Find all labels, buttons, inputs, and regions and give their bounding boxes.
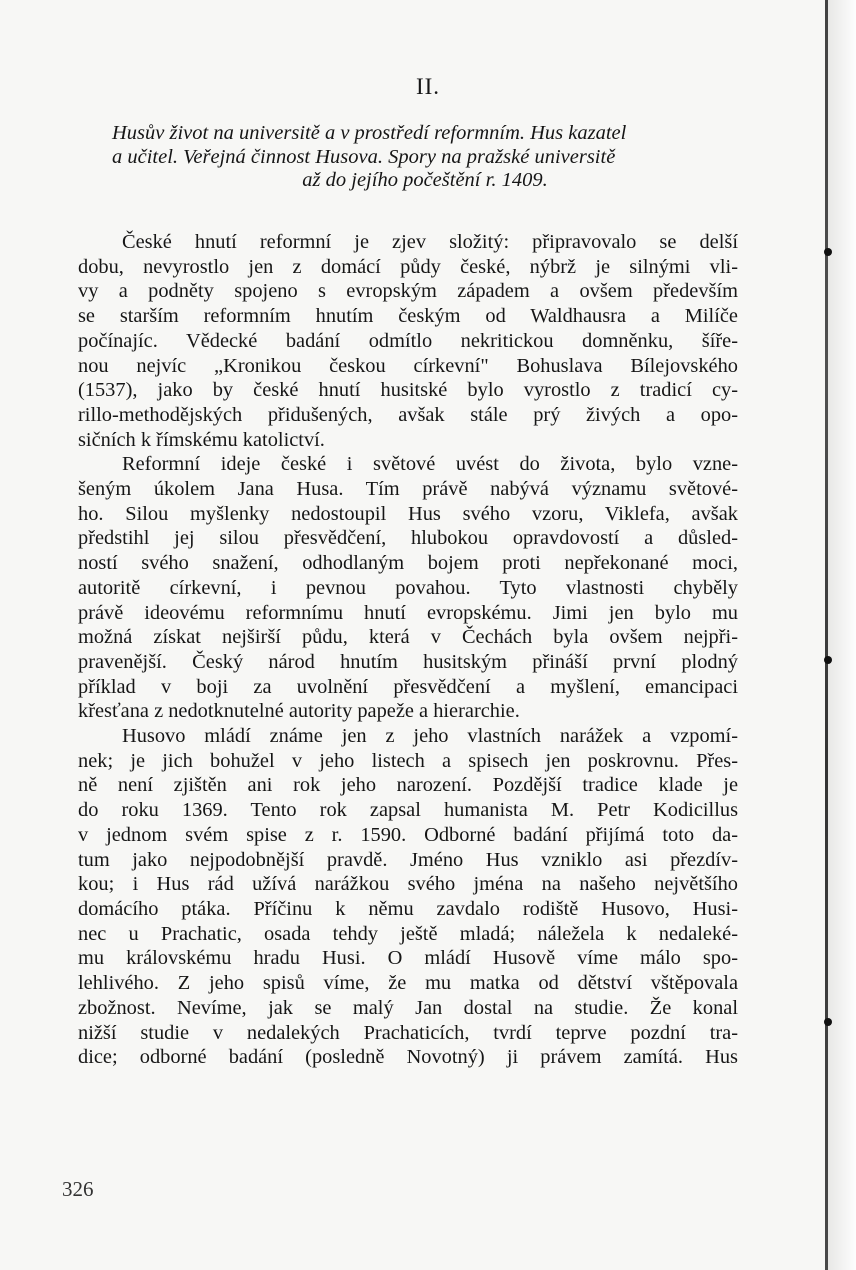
body-line: v jednom svém spise z r. 1590. Odborné badání přijímá toto da-	[78, 823, 738, 846]
body-line: autoritě církevní, i pevnou povahou. Tyto vlastnosti chyběly	[78, 576, 738, 599]
body-line: dice; odborné badání (posledně Novotný) ji právem zamítá. Hus	[78, 1046, 738, 1069]
body-line: ností svého snažení, odhodlaným bojem proti nepřekonané moci,	[78, 552, 738, 575]
chapter-summary-line: Husův život na universitě a v prostředí reformním. Hus kazatel	[112, 122, 627, 144]
body-line: šeným úkolem Jana Husa. Tím právě nabývá významu světové-	[78, 478, 738, 501]
body-line: domácího ptáka. Příčinu k němu zavdalo rodiště Husovo, Husi-	[78, 897, 738, 920]
body-line: České hnutí reformní je zjev složitý: připravovalo se delší	[122, 231, 738, 253]
body-line: počínajíc. Vědecké badání odmítlo nekritickou domněnku, šíře-	[78, 329, 738, 352]
chapter-summary-line: až do jejího počeštění r. 1409.	[302, 169, 548, 191]
body-text	[78, 230, 738, 1070]
body-line: nek; je jich bohužel v jeho listech a spisech jen poskrovnu. Přes-	[78, 749, 738, 772]
body-line: (1537), jako by české hnutí husitské bylo vyrostlo z tradicí cy-	[78, 379, 738, 402]
edge-mark	[824, 248, 832, 256]
edge-mark	[824, 656, 832, 664]
body-line: nižší studie v nedalekých Prachaticích, tvrdí teprve pozdní tra-	[78, 1021, 738, 1044]
body-line: pravenější. Český národ hnutím husitským přináší první plodný	[78, 650, 738, 673]
chapter-number: II.	[415, 74, 441, 99]
body-line: rillo-methodějských přidušených, avšak stále prý živých a opo-	[78, 403, 738, 426]
body-line: nou nejvíc „Kronikou českou církevní" Bohuslava Bílejovského	[78, 354, 738, 377]
body-line: sičních k římskému katolictví.	[78, 428, 325, 451]
body-line: mu královskému hradu Husi. O mládí Husově víme málo spo-	[78, 947, 738, 970]
chapter-summary	[112, 122, 738, 193]
body-line: Reformní ideje české i světové uvést do života, bylo vzne-	[122, 453, 738, 476]
body-line: tum jako nejpodobnější pravdě. Jméno Hus vzniklo asi přezdív-	[78, 848, 738, 871]
body-line: křesťana z nedotknutelné autority papeže a hierarchie.	[78, 700, 520, 723]
body-line: zbožnost. Nevíme, jak se malý Jan dostal na studie. Že konal	[78, 996, 738, 1019]
body-line: příklad v boji za uvolnění přesvědčení a myšlení, emancipaci	[78, 675, 738, 698]
body-line: se starším reformním hnutím českým od Waldhausra a Milíče	[78, 305, 738, 328]
body-line: lehlivého. Z jeho spisů víme, že mu matka od dětství vštěpovala	[78, 972, 738, 995]
body-line: právě ideovému reformnímu hnutí evropskému. Jimi jen bylo mu	[78, 601, 738, 624]
body-line: dobu, nevyrostlo jen z domácí půdy české, nýbrž je silnými vli-	[78, 255, 738, 278]
page-edge-line	[825, 0, 828, 1270]
edge-mark	[824, 1018, 832, 1026]
body-line: ně není zjištěn ani rok jeho narození. Pozdější tradice klade je	[78, 774, 738, 797]
body-line: do roku 1369. Tento rok zapsal humanista M. Petr Kodicillus	[78, 799, 738, 822]
page-gutter-shadow	[828, 0, 856, 1270]
body-line: kou; i Hus rád užívá narážkou svého jména na našeho největšího	[78, 873, 738, 896]
chapter-summary-line: a učitel. Veřejná činnost Husova. Spory na pražské universitě	[112, 145, 616, 168]
body-line: předstihl jej silou přesvědčení, hlubokou opravdovostí a důsled-	[78, 527, 738, 550]
body-line: možná získat nejširší půdu, která v Čechách byla ovšem nejpři-	[78, 626, 738, 649]
body-line: ho. Silou myšlenky nedostoupil Hus svého vzoru, Viklefa, avšak	[78, 502, 738, 525]
body-line: Husovo mládí známe jen z jeho vlastních narážek a vzpomí-	[122, 725, 738, 748]
body-line: nec u Prachatic, osada tehdy ještě mladá; náležela k nedaleké-	[78, 922, 738, 945]
body-line: vy a podněty spojeno s evropským západem a ovšem především	[78, 280, 738, 303]
page-number: 326	[62, 1177, 94, 1201]
